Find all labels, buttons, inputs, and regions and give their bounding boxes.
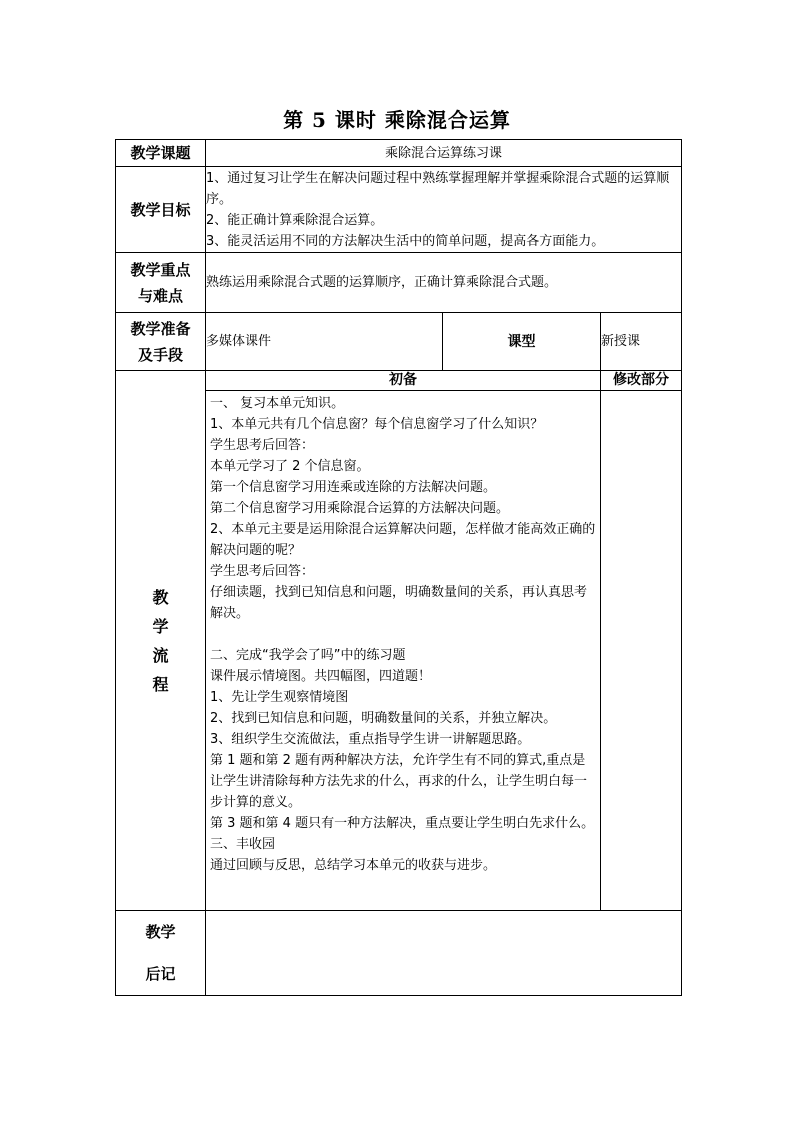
afterword-label [116,911,206,996]
flow-content [206,391,601,911]
goal-item: 3、能灵活运用不同的方法解决生活中的简单问题，提高各方面能力。 [206,233,605,249]
flow-line: 3、组织学生交流做法，重点指导学生讲一讲解题思路。 [210,732,531,747]
flow-label-char: 学 [152,616,169,636]
afterword-label-line1: 教学 [145,923,176,941]
flow-line: 第 1 题和第 2 题有两种解决方法，允许学生有不同的算式,重点是让学生讲清除每种方法先求的什么，再求的什么，让学生明白每一步计算的意义。 [210,753,588,810]
flow-line: 二、完成“我学会了吗”中的练习题 [210,648,406,663]
flow-line: 第一个信息窗学习用连乘或连除的方法解决问题。 [210,480,497,495]
preparation-label [116,313,206,371]
preparation-label-line1: 教学准备 [130,319,191,338]
goals-list [206,167,682,253]
row-goals [116,167,682,253]
row-flow-header [116,371,682,391]
preparation-value: 多媒体课件 [206,313,443,371]
flow-line: 通过回顾与反思，总结学习本单元的收获与进步。 [210,858,497,873]
flow-label-char: 教 [152,587,169,607]
flow-line: 1、本单元共有几个信息窗？每个信息窗学习了什么知识？ [210,417,544,432]
flow-line: 第 3 题和第 4 题只有一种方法解决，重点要让学生明白先求什么。 [210,816,595,831]
flow-line: 仔细读题，找到已知信息和问题，明确数量间的关系，再认真思考解决。 [210,585,588,621]
revision-content [601,391,682,911]
key-points-value: 熟练运用乘除混合式题的运算顺序，正确计算乘除混合式题。 [206,253,682,313]
flow-blank-line [210,624,596,645]
topic-value: 乘除混合运算练习课 [206,140,682,167]
flow-line: 学生思考后回答： [210,564,315,579]
preparation-label-line2: 及手段 [137,345,183,364]
lesson-type-value: 新授课 [601,313,682,371]
flow-line: 三、丰收园 [210,837,276,852]
key-points-label-line1: 教学重点 [130,260,191,279]
afterword-value [206,911,682,996]
goals-label: 教学目标 [116,167,206,253]
flow-label [116,371,206,911]
flow-line: 本单元学习了 2 个信息窗。 [210,459,370,474]
key-points-label-line2: 与难点 [137,286,183,305]
row-preparation [116,313,682,371]
afterword-label-line2: 后记 [145,965,176,983]
row-key-points [116,253,682,313]
goal-item: 1、通过复习让学生在解决问题过程中熟练掌握理解并掌握乘除混合式题的运算顺序。 [206,170,670,207]
goal-item: 2、能正确计算乘除混合运算。 [206,212,384,228]
flow-line: 第二个信息窗学习用乘除混合运算的方法解决问题。 [210,501,510,516]
flow-label-char: 流 [152,645,169,665]
revision-header: 修改部分 [601,371,682,391]
flow-label-char: 程 [152,674,169,694]
flow-line: 1、先让学生观察情境图 [210,690,349,705]
page-title: 第 5 课时 乘除混合运算 [283,108,511,132]
row-afterword [116,911,682,996]
draft-header: 初备 [206,371,601,391]
row-topic [116,140,682,167]
flow-line: 一、 复习本单元知识。 [210,396,345,411]
lesson-plan-table [115,139,682,996]
flow-line: 学生思考后回答： [210,438,315,453]
lesson-type-label: 课型 [443,313,601,371]
flow-line: 2、找到已知信息和问题，明确数量间的关系，并独立解决。 [210,711,557,726]
key-points-label [116,253,206,313]
flow-line: 课件展示情境图。共四幅图，四道题！ [210,669,432,684]
flow-line: 2、本单元主要是运用除混合运算解决问题，怎样做才能高效正确的解决问题的呢？ [210,522,596,558]
topic-label: 教学课题 [116,140,206,167]
